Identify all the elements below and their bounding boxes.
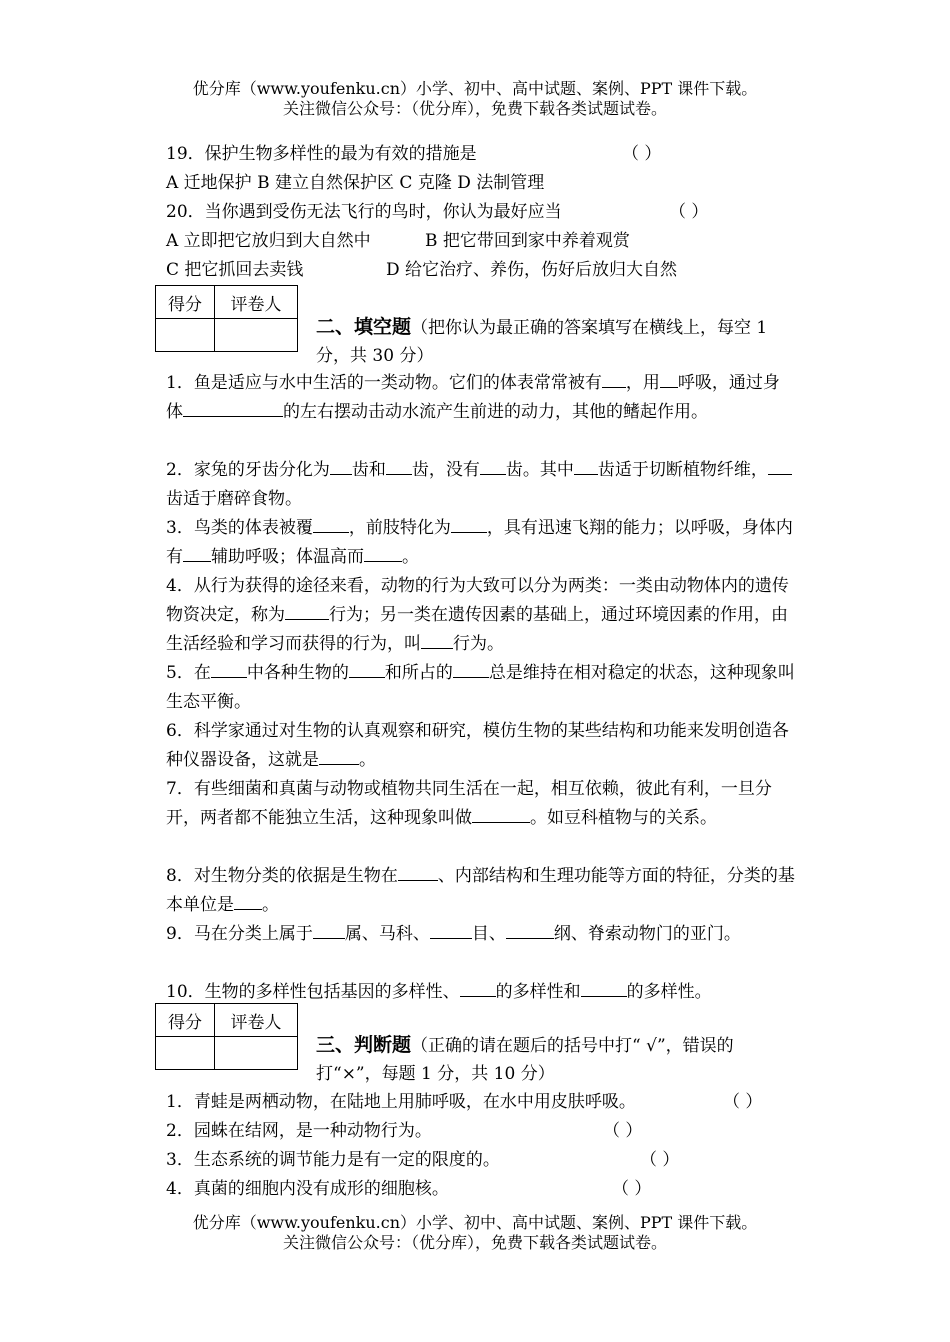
judge-question-1: 1．青蛙是两栖动物，在陆地上用肺呼吸，在水中用皮肤呼吸。	[166, 1092, 636, 1112]
page-header-line2: 关注微信公众号：（优分库），免费下载各类试题试卷。	[282, 99, 667, 118]
answer-blank[interactable]	[313, 921, 345, 939]
section3-instructions: （正确的请在题后的括号中打“ √”，错误的打“×”，每题 1 分，共 10 分）	[316, 1036, 734, 1084]
judge-question-2: 2．园蛛在结网，是一种动物行为。	[166, 1121, 432, 1141]
fill-question-7: 7．有些细菌和真菌与动物或植物共同生活在一起，相互依赖，彼此有利，一旦分开，两者都不能独立生活，这种现象叫做 。如豆科植物与的关系。	[166, 779, 772, 828]
answer-blank[interactable]	[349, 660, 385, 678]
answer-blank[interactable]	[319, 747, 359, 765]
fill-question-10: 10．生物的多样性包括基因的多样性、 的多样性和 的多样性。	[166, 978, 796, 1007]
answer-blank[interactable]	[768, 457, 792, 475]
judge-paren-3[interactable]: （ ）	[640, 1150, 680, 1170]
section2-heading	[316, 313, 796, 370]
question-20: 20．当你遇到受伤无法飞行的鸟时，你认为最好应当	[166, 202, 562, 222]
answer-blank[interactable]	[460, 979, 496, 997]
answer-blank[interactable]	[330, 457, 352, 475]
answer-paren-19: （ ）	[622, 144, 662, 164]
answer-blank[interactable]	[453, 660, 489, 678]
page-footer-line1: 优分库（www.youfenku.cn）小学、初中、高中试题、案例、PPT 课件下载。	[192, 1213, 758, 1232]
answer-blank[interactable]	[183, 399, 283, 417]
answer-blank[interactable]	[398, 863, 438, 881]
fill-question-4: 4．从行为获得的途径来看，动物的行为大致可以分为两类：一类由动物体内的遗传物资决定，称为 行为；另一类在遗传因素的基础上，通过环境因素的作用，由生活经验和学习而获得的行为，叫 行为。	[166, 576, 789, 654]
judge-paren-1[interactable]: （ ）	[723, 1092, 763, 1112]
question-20-option-a: A 立即把它放归到大自然中	[166, 231, 371, 251]
section2-instructions: （把你认为最正确的答案填写在横线上，每空 1 分，共 30 分）	[316, 318, 768, 366]
section3-heading	[316, 1031, 796, 1088]
grader-label: 评卷人	[215, 1004, 298, 1037]
page-header-line1: 优分库（www.youfenku.cn）小学、初中、高中试题、案例、PPT 课件下载。	[192, 79, 758, 98]
answer-paren-20: （ ）	[669, 202, 709, 222]
question-19: 19．保护生物多样性的最为有效的措施是	[166, 144, 477, 164]
score-box-section2	[155, 285, 298, 352]
judge-question-3: 3．生态系统的调节能力是有一定的限度的。	[166, 1150, 500, 1170]
answer-blank[interactable]	[386, 457, 412, 475]
answer-blank[interactable]	[234, 892, 262, 910]
answer-blank[interactable]	[660, 370, 678, 388]
answer-blank[interactable]	[506, 921, 554, 939]
score-box-section3	[155, 1003, 298, 1070]
answer-blank[interactable]	[472, 805, 530, 823]
answer-blank[interactable]	[574, 457, 598, 475]
answer-blank[interactable]	[421, 631, 453, 649]
question-20-option-d: D 给它治疗、养伤，伤好后放归大自然	[386, 260, 678, 280]
answer-blank[interactable]	[451, 515, 487, 533]
section2-title: 二、填空题	[316, 316, 412, 338]
answer-blank[interactable]	[364, 544, 402, 562]
grader-cell[interactable]	[215, 1037, 298, 1070]
fill-question-2: 2．家兔的牙齿分化为 齿和 齿，没有 齿。其中 齿适于切断植物纤维，齿适于磨碎食物。	[166, 456, 796, 514]
grader-label: 评卷人	[215, 286, 298, 319]
score-label: 得分	[156, 286, 215, 319]
score-cell[interactable]	[156, 319, 215, 352]
fill-question-5: 5．在 中各种生物的 和所占的 总是维持在相对稳定的状态，这种现象叫生态平衡。	[166, 659, 796, 717]
fill-question-1: 1．鱼是适应与水中生活的一类动物。它们的体表常常被有 ，用 呼吸，通过身体 的左右摆动击动水流产生前进的动力，其他的鳍起作用。	[166, 369, 796, 427]
judge-question-4: 4．真菌的细胞内没有成形的细胞核。	[166, 1179, 449, 1199]
answer-blank[interactable]	[430, 921, 472, 939]
section3-title: 三、判断题	[316, 1034, 412, 1056]
answer-blank[interactable]	[285, 602, 329, 620]
fill-question-3: 3．鸟类的体表被覆 ，前肢特化为 ，具有迅速飞翔的能力；以呼吸，身体内有 辅助呼吸；体温高而 。	[166, 514, 796, 572]
answer-blank[interactable]	[581, 979, 627, 997]
fill-question-9: 9．马在分类上属于 属、马科、 目、 纲、脊索动物门的亚门。	[166, 920, 796, 949]
judge-paren-4[interactable]: （ ）	[612, 1179, 652, 1199]
question-19-options: A 迁地保护 B 建立自然保护区 C 克隆 D 法制管理	[166, 173, 545, 193]
question-20-option-c: C 把它抓回去卖钱	[166, 260, 304, 280]
answer-blank[interactable]	[211, 660, 247, 678]
answer-blank[interactable]	[602, 370, 626, 388]
grader-cell[interactable]	[215, 319, 298, 352]
question-20-option-b: B 把它带回到家中养着观赏	[425, 231, 630, 251]
score-label: 得分	[156, 1004, 215, 1037]
answer-blank[interactable]	[480, 457, 506, 475]
fill-question-6: 6．科学家通过对生物的认真观察和研究，模仿生物的某些结构和功能来发明创造各种仪器设备，这就是 。	[166, 721, 789, 770]
answer-blank[interactable]	[313, 515, 349, 533]
judge-paren-2[interactable]: （ ）	[603, 1121, 643, 1141]
score-cell[interactable]	[156, 1037, 215, 1070]
page-footer-line2: 关注微信公众号：（优分库），免费下载各类试题试卷。	[282, 1233, 667, 1252]
answer-blank[interactable]	[183, 544, 211, 562]
fill-question-8: 8．对生物分类的依据是生物在 、内部结构和生理功能等方面的特征，分类的基本单位是 。	[166, 862, 796, 920]
